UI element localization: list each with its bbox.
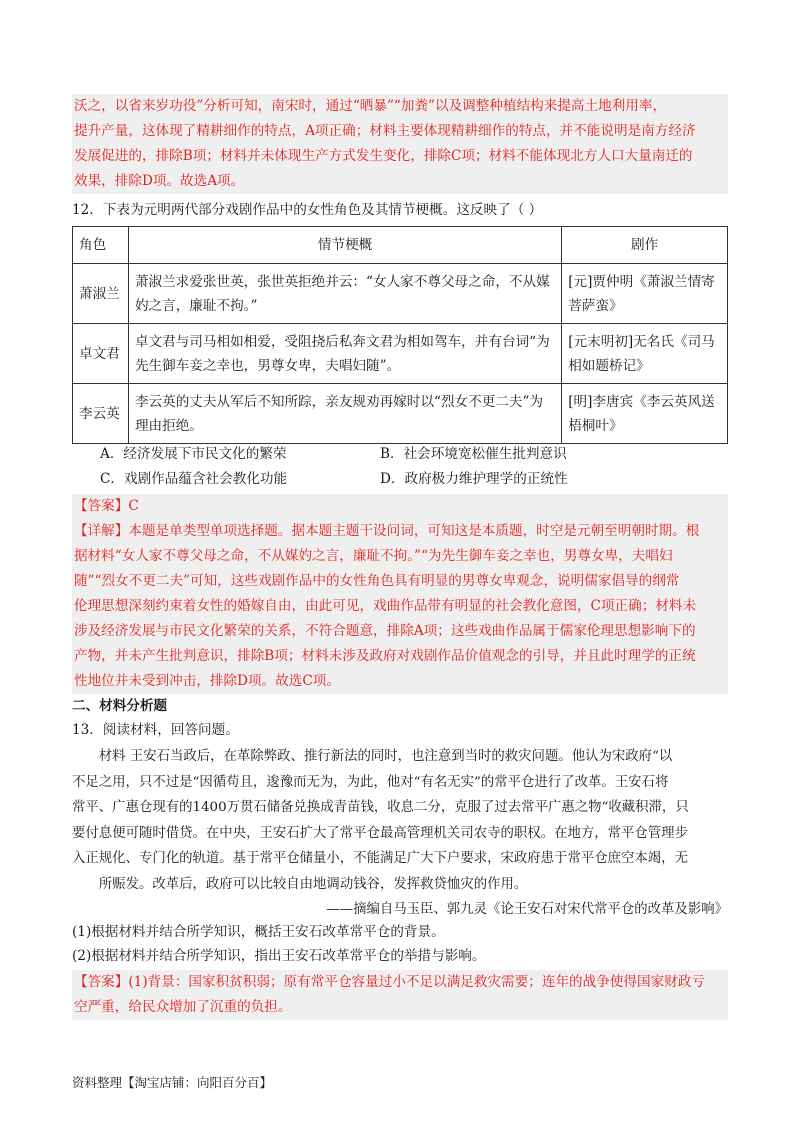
prev-explanation [72,94,728,194]
question-12-stem: 12．下表为元明两代部分戏剧作品中的女性角色及其情节梗概。这反映了（ ） [72,202,543,218]
answer-tag: 【答案】 [74,498,129,514]
table-cell-work: [元末明初]无名氏《司马相如题桥记》 [562,324,728,384]
table-cell-role: 萧淑兰 [73,264,129,324]
plot-table [72,226,728,444]
detail-line [74,519,726,544]
material-line: 材料 王安石当政后，在革除弊政、推行新法的同时，也注意到当时的救灾问题。他认为宋政府“以 [98,749,673,764]
question-13-material [72,744,728,923]
table-cell-role: 卓文君 [73,324,129,384]
table-cell-plot: 李云英的丈夫从军后不知所踪，亲友规劝再嫁时以“烈女不更二夫”为理由拒绝。 [128,384,561,444]
table-header-row [73,227,728,264]
answer-line [74,494,726,519]
prev-explanation-line: 提升产量，这体现了精耕细作的特点，A项正确；材料主要体现精耕细作的特点，并不能说明是南方经济 [74,123,696,139]
answer-line [74,970,726,995]
answer-text: 空严重，给民众增加了沉重的负担。 [74,999,292,1015]
table-cell-role: 李云英 [73,384,129,444]
question-13-sub-1: (1)根据材料并结合所学知识，概括王安石改革常平仓的背景。 [72,924,445,940]
table-header-role: 角色 [73,227,129,264]
question-13-stem: 13．阅读材料，回答问题。 [72,722,239,738]
detail-text: 产物，并未产生批判意识，排除B项；材料未涉及政府对戏剧作品价值观念的引导，并且此时理学的正统 [74,648,696,664]
option-b: B．社会环境宽松催生批判意识 [380,446,567,462]
material-line: 要付息便可随时借贷。在中央，王安石扩大了常平仓最高管理机关司农寺的职权。在地方，常平仓管理步 [72,825,688,841]
answer-tag: 【答案】 [74,974,129,990]
material-line: 所赈发。改革后，政府可以比较自由地调动钱谷，发挥救贷恤灾的作用。 [98,876,528,892]
detail-text: 本题是单类型单项选择题。据本题主题干设问词，可知这是本质题，时空是元朝至明朝时期。根 [128,523,700,539]
table-cell-plot: 萧淑兰求爱张世英，张世英拒绝并云：“女人家不尊父母之命，不从媒妁之言，廉耻不拘。” [128,264,561,324]
page-footer: 资料整理【淘宝店铺：向阳百分百】 [72,1075,273,1090]
table-cell-work: [元]贾仲明《萧淑兰情寄菩萨蛮》 [562,264,728,324]
material-line: 不足之用，只不过是“因循苟且，逡豫而无为，为此，他对“有名无实”的常平仓进行了改革。王安石将 [72,774,669,790]
table-header-plot: 情节梗概 [128,227,561,264]
detail-text: 伦理思想深刻约束着女性的婚嫁自由，由此可见，戏曲作品带有明显的社会教化意图，C项正确；材料未 [74,598,697,614]
detail-tag: 【详解】 [74,523,129,539]
option-d: D．政府极力维护理学的正统性 [380,471,568,487]
section-title: 二、材料分析题 [72,698,168,714]
table-row [73,264,728,324]
detail-text: 据材料“女人家不尊父母之命，不从媒妁之言，廉耻不拘。”“为先生御车妾之幸也，男尊女卑，夫唱妇 [74,548,673,564]
prev-explanation-line: 发展促进的，排除B项；材料并未体现生产方式发生变化，排除C项；材料不能体现北方人口大量南迁的 [74,148,693,164]
table-cell-plot: 卓文君与司马相如相爱，受阻挠后私奔文君为相如驾车，并有台词“为先生御车妾之幸也，男尊女卑，夫唱妇随”。 [128,324,561,384]
question-12-answer-block [72,494,728,694]
answer-text: (1)背景：国家积贫积弱；原有常平仓容量过小不足以满足救灾需要；连年的战争使得国家财政亏 [128,974,705,990]
material-source: ——摘编自马玉臣、郭九灵《论王安石对宋代常平仓的改革及影响》 [326,902,728,917]
table-cell-work: [明]李唐宾《李云英风送梧桐叶》 [562,384,728,444]
material-line: 常平、广惠仓现有的1400万贯石储备兑换成青苗钱，收息二分，克服了过去常平广惠之物“收藏积滞，只 [72,800,689,815]
answer-options [72,442,728,492]
question-13-sub-2: (2)根据材料并结合所学知识，指出王安石改革常平仓的举措与影响。 [72,948,486,964]
table-header-work: 剧作 [562,227,728,264]
prev-explanation-line: 沃之，以省来岁功役”分析可知，南宋时，通过“晒暴”“加粪”以及调整种植结构来提高土地利用率， [74,98,667,114]
option-a: A．经济发展下市民文化的繁荣 [100,446,287,462]
answer-value: C [128,498,139,514]
material-line: 入正规化、专门化的轨道。基于常平仓储量小，不能满足广大下户要求，宋政府患于常平仓庶空本竭，无 [72,851,688,866]
table-row [73,324,728,384]
detail-text: 性地位并未受到冲击，排除D项。故选C项。 [74,673,340,689]
option-c: C．戏剧作品蕴含社会教化功能 [100,471,288,487]
detail-text: 随”“烈女不更二夫”可知，这些戏剧作品中的女性角色具有明显的男尊女卑观念，说明儒家倡导的纲常 [74,573,680,589]
table-row [73,384,728,444]
question-13-answer-block [72,970,728,1020]
detail-text: 涉及经济发展与市民文化繁荣的关系，不符合题意，排除A项；这些戏曲作品属于儒家伦理思想影响下的 [74,623,696,639]
prev-explanation-line: 效果，排除D项。故选A项。 [74,173,245,189]
